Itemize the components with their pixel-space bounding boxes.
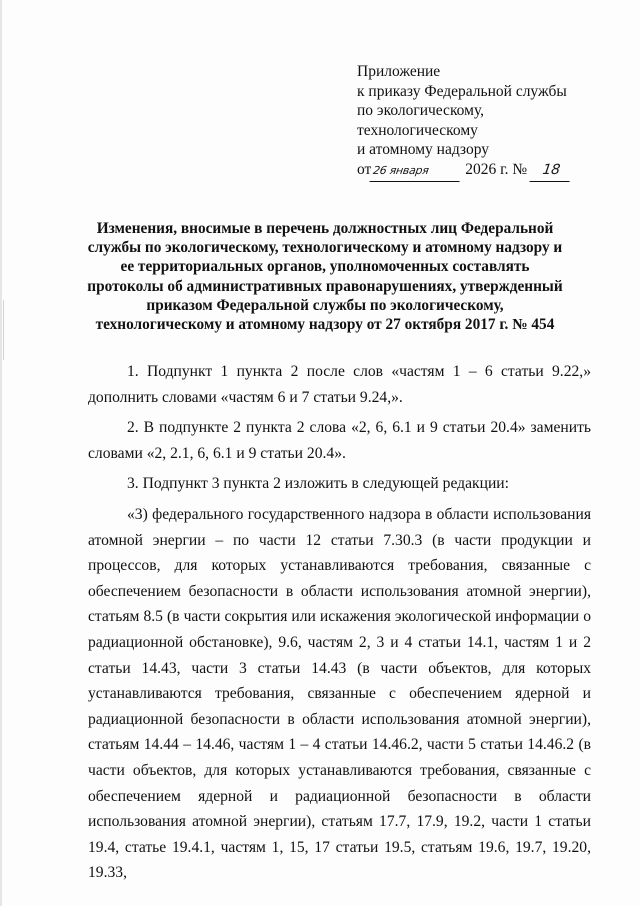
scan-mark (3, 300, 4, 360)
order-date-line (357, 160, 617, 182)
handwritten-order-number: 18 (530, 161, 573, 182)
appendix-line: по экологическому, (357, 102, 485, 119)
order-year-label: 2026 г. № (465, 160, 528, 178)
appendix-block (357, 62, 617, 181)
order-date-prefix: от (357, 160, 372, 178)
handwritten-date: 26 января (370, 161, 463, 182)
paragraph-2: 2. В подпункте 2 пункта 2 слова «2, 6, 6.1 и 9 статьи 20.4» заменить словами «2, 2.1, 6, 6.1 и 9 статьи 20.4». (88, 419, 591, 462)
paragraph-quoted-text: «3) федерального государственного надзора в области использования атомной энергии – по части 12 статьи 7.30.3 (в части продукции и процессов, для которых устанавливаются требования, связанные с обеспечением безопасности в области использования атомной энергии), статьям 8.5 (в части сокрытия или искажения экологической информации о радиационной обстановке), 9.6, частям 2, 3 и 4 статьи 14.1, частям 1 и 2 статьи 14.43, части 3 статьи 14.43 (в части объектов, для которых устанавливаются требования, связанные с обеспечением ядерной и радиационной безопасности в области использования атомной энергии), статьям 14.44 – 14.46, частям 1 – 4 статьи 14.46.2, части 5 статьи 14.46.2 (в части объектов, для которых устанавливаются требования, связанные с обеспечением ядерной и радиационной безопасности в области использования атомной энергии), статьям 17.7, 17.9, 19.2, части 1 статьи 19.4, статье 19.4.1, частям 1, 15, 17 статьи 19.5, статьям 19.6, 19.7, 19.20, 19.33, (88, 505, 591, 882)
appendix-line: и атомному надзору (357, 141, 489, 158)
appendix-line: Приложение (357, 63, 441, 80)
document-title: Изменения, вносимые в перечень должностных лиц Федеральной службы по экологическому, технологическому и атомному надзору и ее территориальных органов, уполномоченных составлять протоколы об административных правонарушениях, утвержденный приказом Федеральной службы по экологическому, технологическому и атомному надзору от 27 октября 2017 г. № 454 (87, 220, 563, 334)
appendix-line: к приказу Федеральной службы (357, 82, 567, 100)
scan-edge (0, 0, 2, 906)
paragraph-1: 1. Подпункт 1 пункта 2 после слов «частям 1 – 6 статьи 9.22,» дополнить словами «частям 6 и 7 статьи 9.24,». (88, 363, 591, 406)
appendix-line: технологическому (357, 121, 478, 139)
document-body (88, 359, 591, 886)
paragraph-3: 3. Подпункт 3 пункта 2 изложить в следующей редакции: (127, 475, 509, 493)
